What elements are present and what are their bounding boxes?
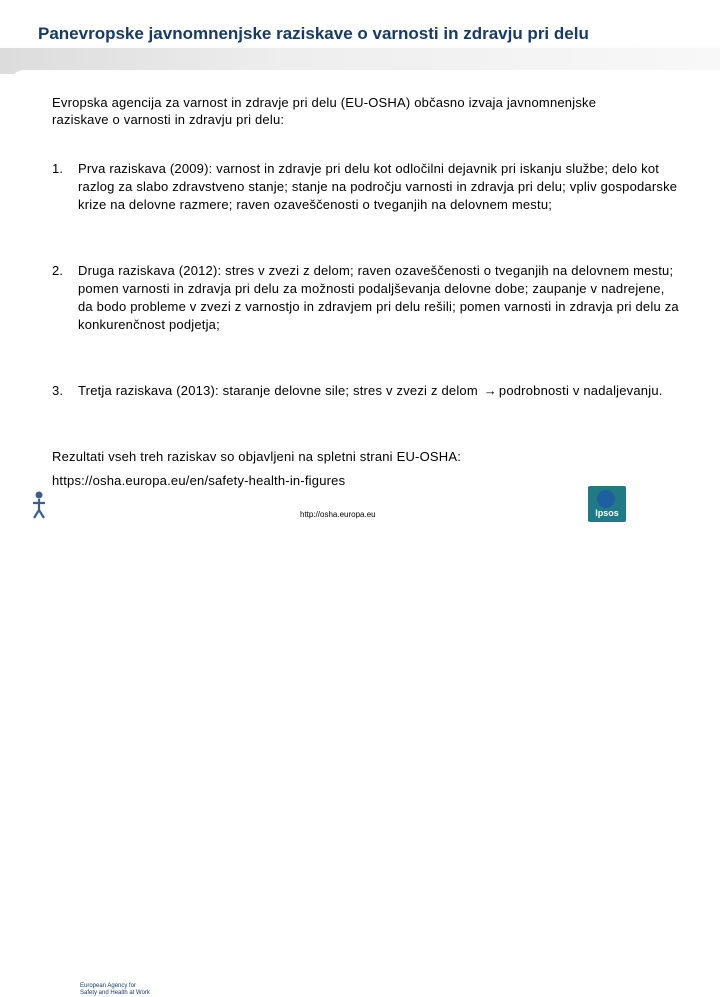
list-item-text (78, 382, 682, 400)
page-title: Panevropske javnomnenjske raziskave o varnosti in zdravju pri delu (38, 24, 589, 43)
list-item-text: Prva raziskava (2009): varnost in zdravje pri delu kot odločilni dejavnik pri iskanju službe; delo kot razlog za slabo zdravstveno stanje; stanje na področju varnosti in zdravja pri delu; vpliv gospodarske krize na delovne razmere; raven ozaveščenosti o tveganjih na delovnem mestu; (78, 161, 678, 212)
list-item-text-before: Tretja raziskava (2013): staranje delovne sile; stres v zvezi z delom (78, 383, 478, 398)
ipsos-circle-icon (597, 490, 615, 508)
list-item-number: 1. (52, 161, 64, 176)
list-item (52, 262, 682, 334)
ipsos-logo (588, 486, 626, 522)
list-item (52, 160, 682, 214)
list-item-text-after: podrobnosti v nadaljevanju. (498, 383, 663, 398)
footer-url[interactable]: http://osha.europa.eu (300, 510, 376, 519)
intro-paragraph: Evropska agencija za varnost in zdravje pri delu (EU-OSHA) občasno izvaja javnomnenjske raziskave o varnosti in zdravju pri delu: (52, 95, 597, 127)
osha-logo-text: European Agency for Safety and Health at Work (80, 983, 150, 996)
list-item-text: Druga raziskava (2012): stres v zvezi z delom; raven ozaveščenosti o tveganjih na delovnem mestu; pomen varnosti in zdravja pri delu za možnosti podaljševanja delovne dobe; zaupanje v nadrejene, da bodo probleme v zvezi z varnostjo in zdravjem pri delu rešili; pomen varnosti in zdravja pri delu za konkurenčnost podjetja; (78, 263, 679, 332)
osha-logo (28, 490, 150, 996)
results-paragraph: Rezultati vseh treh raziskav so objavljeni na spletni strani EU-OSHA: (52, 449, 462, 464)
osha-figure-icon (28, 490, 50, 520)
ipsos-label: Ipsos (595, 508, 619, 518)
list-item (52, 382, 682, 400)
list-item-number: 2. (52, 263, 64, 278)
list-item-number: 3. (52, 383, 64, 398)
results-url[interactable]: https://osha.europa.eu/en/safety-health-in-figures (52, 473, 346, 488)
arrow-right-icon: → (483, 383, 497, 398)
